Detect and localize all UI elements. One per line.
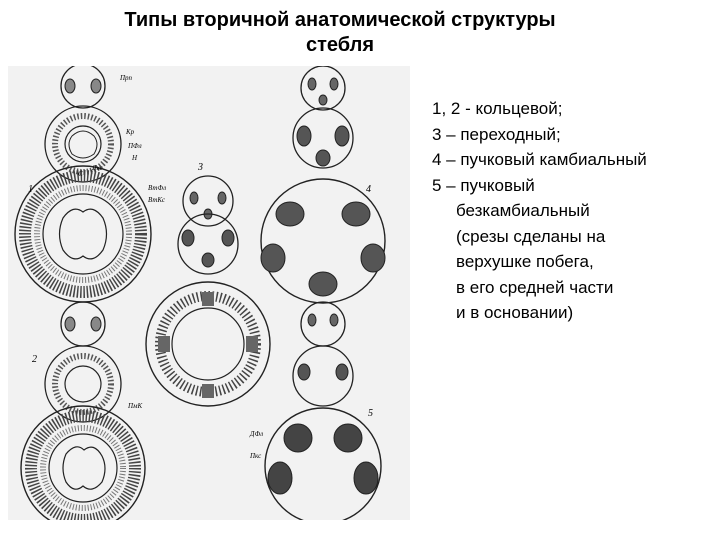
slide-title [40, 8, 640, 58]
stem-structure-figure [8, 66, 410, 520]
figure-number-4: 4 [366, 184, 371, 195]
label-n: Н [132, 154, 138, 162]
legend-line-6: (срезы сделаны на [456, 226, 606, 246]
figure-number-1: 1 [28, 184, 33, 195]
legend-line-7: верхушке побега, [456, 252, 594, 271]
label-pfl: ПФл [128, 142, 142, 150]
label-dfl: ДФл [250, 430, 264, 438]
legend-line-5: безкамбиальный [456, 201, 590, 220]
figure-number-3: 3 [198, 162, 203, 173]
label-vfl: ВтФл [148, 184, 166, 192]
label-pks: Пкс [250, 452, 262, 460]
legend-line-8: в его средней части [456, 277, 614, 297]
label-pmk: ПмК [128, 402, 143, 410]
label-prp: Прп [120, 74, 133, 82]
label-vks: ВтКс [148, 196, 165, 204]
label-c: С [78, 170, 83, 178]
label-dks: Дкс [92, 164, 103, 172]
legend-text [432, 96, 712, 326]
legend-line-2: 3 – переходный; [432, 124, 561, 144]
figure-number-5: 5 [368, 408, 373, 419]
legend-line-1: 1, 2 - кольцевой; [432, 99, 563, 118]
title-line-2: стебля [305, 34, 374, 56]
figure-number-2: 2 [32, 354, 37, 365]
legend-line-9: и в основании) [456, 303, 574, 322]
series-5-fascicular-noncambial [265, 302, 381, 520]
legend-line-4: 5 – пучковый [432, 175, 535, 195]
title-line-1: Типы вторичной анатомической структуры [124, 9, 556, 31]
label-kp: Кр [126, 128, 135, 136]
series-3-transitional [146, 176, 270, 406]
legend-line-3: 4 – пучковый камбиальный [432, 150, 647, 169]
